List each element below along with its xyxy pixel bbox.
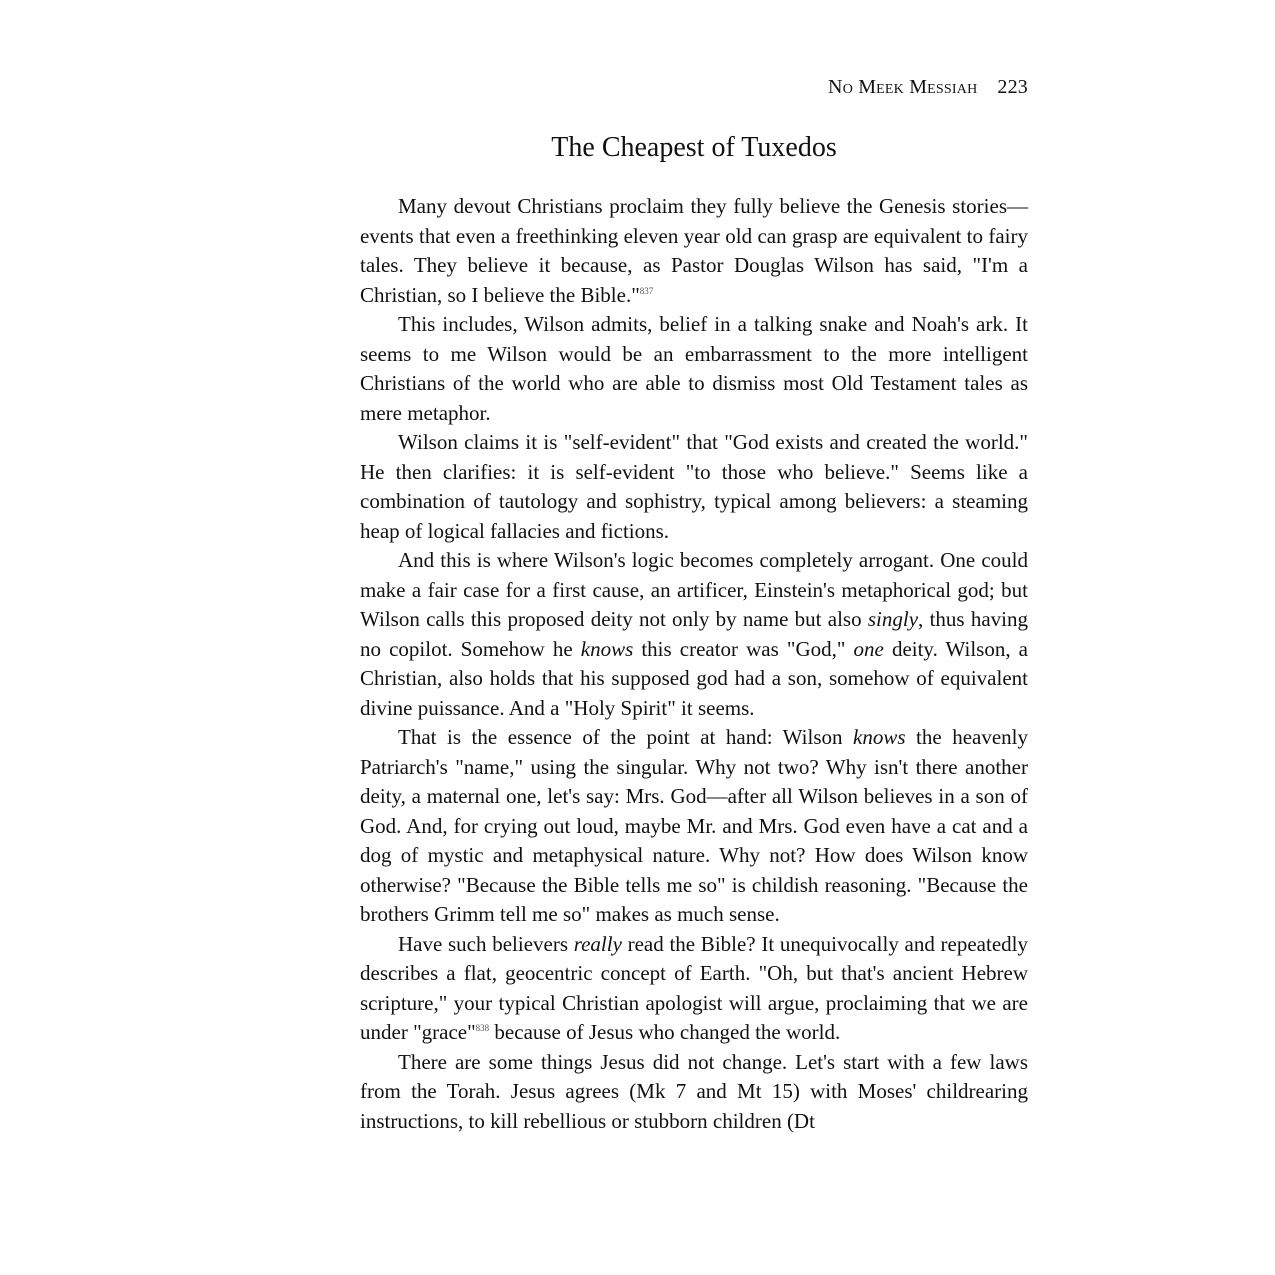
paragraph-text: because of Jesus who changed the world. [489, 1020, 841, 1044]
emphasis-text: knows [853, 725, 906, 749]
paragraph-4 [360, 546, 1028, 723]
paragraph-text: And this is where Wilson's logic becomes completely arrogant. One could make a fair case for a first cause, an artificer, Einstein's metaphorical god; but Wilson calls this proposed deity not only by name but also [360, 548, 1028, 631]
emphasis-text: knows [580, 636, 634, 661]
paragraph-text: deity. Wilson, a Christian, also holds that his supposed god had a son, somehow of equivalent divine puissance. And a "Holy Spirit" it seems. [360, 636, 1029, 720]
emphasis-text: really [573, 931, 622, 956]
paragraph-text: , thus having no copilot. Somehow he [360, 607, 1028, 661]
emphasis-text: one [853, 636, 884, 661]
footnote-ref-837[interactable]: 837 [639, 285, 654, 296]
paragraph-text: Many devout Christians proclaim they fully believe the Genesis stories—events that even a freethinking eleven year old can grasp are equivalent to fairy tales. They believe it because, as Pastor Douglas Wilson has said, "I'm a Christian, so I believe the Bible." [360, 194, 1028, 307]
chapter-title: The Cheapest of Tuxedos [551, 132, 837, 163]
footnote-ref-838[interactable]: 838 [475, 1023, 490, 1033]
paragraph-3 [360, 428, 1028, 546]
paragraph-text: That is the essence of the point at hand: Wilson [398, 725, 854, 749]
paragraph-text: This includes, Wilson admits, belief in a talking snake and Noah's ark. It seems to me Wilson would be an embarrassment to the more intelligent Christians of the world who are able to dismiss most Old Testament tales as mere metaphor. [360, 312, 1028, 425]
emphasis-text: singly [867, 607, 919, 631]
book-title: No Meek Messiah [828, 76, 978, 98]
paragraph-text: read the Bible? It unequivocally and repeatedly describes a flat, geocentric concept of Earth. "Oh, but that's ancient Hebrew scripture," your typical Christian apologist will argue, proclaiming that we are under "grace" [360, 931, 1028, 1044]
paragraph-5 [360, 723, 1028, 930]
paragraph-text: Have such believers [398, 931, 574, 956]
paragraph-2 [360, 310, 1028, 428]
running-header [828, 76, 1028, 99]
paragraph-text: Wilson claims it is "self-evident" that "God exists and created the world." He then clarifies: it is self-evident "to those who believe." Seems like a combination of tautology and sophistry, typical among believers: a steaming heap of logical fallacies and fictions. [360, 430, 1028, 543]
paragraph-7 [360, 1048, 1028, 1137]
paragraph-6 [360, 930, 1028, 1048]
body-text [360, 192, 1028, 1136]
paragraph-text: this creator was "God," [633, 636, 854, 661]
paragraph-text: There are some things Jesus did not change. Let's start with a few laws from the Torah. Jesus agrees (Mk 7 and Mt 15) with Moses' childrearing instructions, to kill rebellious or stubborn children (Dt [360, 1049, 1028, 1133]
paragraph-text: the heavenly Patriarch's "name," using the singular. Why not two? Why isn't there another deity, a maternal one, let's say: Mrs. God—after all Wilson believes in a son of God. And, for crying out loud, maybe Mr. and Mrs. God even have a cat and a dog of mystic and metaphysical nature. Why not? How does Wilson know otherwise? "Because the Bible tells me so" is childish reasoning. "Because the brothers Grimm tell me so" makes as much sense. [360, 725, 1029, 926]
paragraph-1 [360, 192, 1028, 310]
page-number: 223 [997, 76, 1028, 98]
